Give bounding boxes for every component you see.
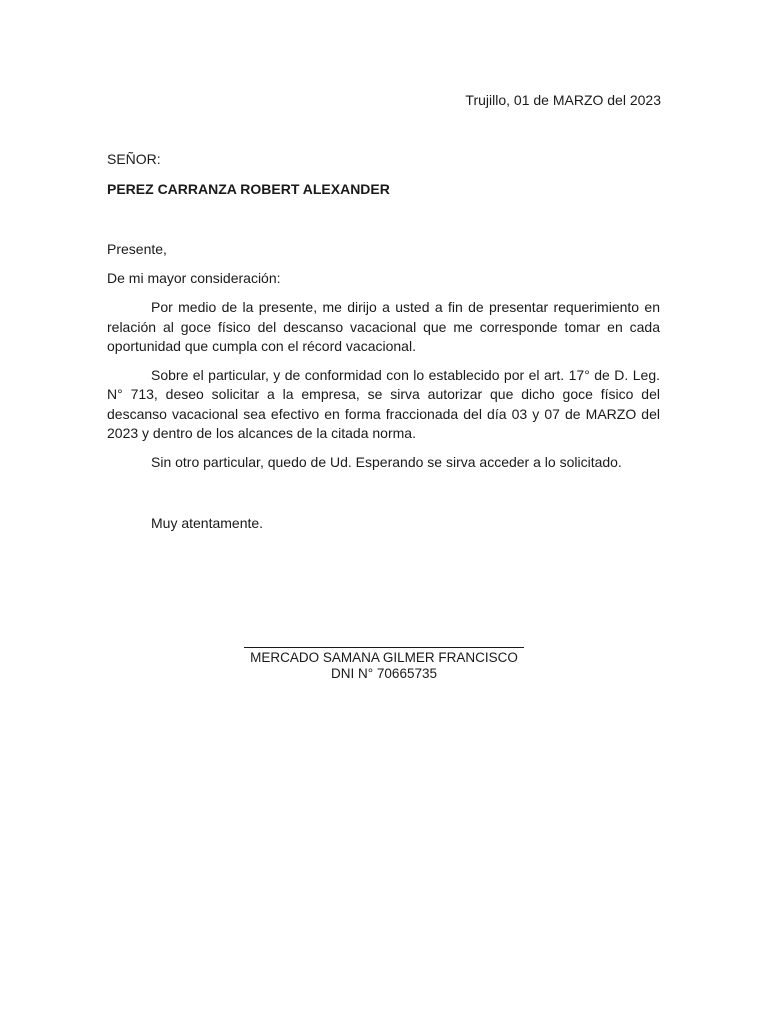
signer-name: MERCADO SAMANA GILMER FRANCISCO	[250, 650, 518, 665]
greeting: Presente,	[107, 241, 167, 257]
signature-line	[244, 647, 524, 648]
signer-dni: DNI N° 70665735	[331, 666, 437, 681]
recipient-name: PEREZ CARRANZA ROBERT ALEXANDER	[107, 181, 390, 197]
recipient-title: SEÑOR:	[107, 151, 161, 167]
signature-block	[244, 628, 524, 682]
closing: Muy atentamente.	[151, 515, 264, 531]
salutation: De mi mayor consideración:	[107, 270, 281, 286]
body-paragraph-request: Por medio de la presente, me dirijo a usted a fin de presentar requerimiento en relación al goce físico del descanso vacacional que me corresponde tomar en cada oportunidad que cumpla con el récord vacacional.	[107, 299, 660, 354]
body-paragraph-farewell: Sin otro particular, quedo de Ud. Esperando se sirva acceder a lo solicitado.	[151, 453, 622, 470]
body-paragraph-legal-basis: Sobre el particular, y de conformidad con lo establecido por el art. 17° de D. Leg. N° 713, deseo solicitar a la empresa, se sirva autorizar que dicho goce físico del descanso vacacional sea efectivo en forma fraccionada del día 03 y 07 de MARZO del 2023 y dentro de los alcances de la citada norma.	[107, 366, 660, 441]
letter-body	[107, 298, 660, 481]
letter-date: Trujillo, 01 de MARZO del 2023	[465, 92, 661, 108]
